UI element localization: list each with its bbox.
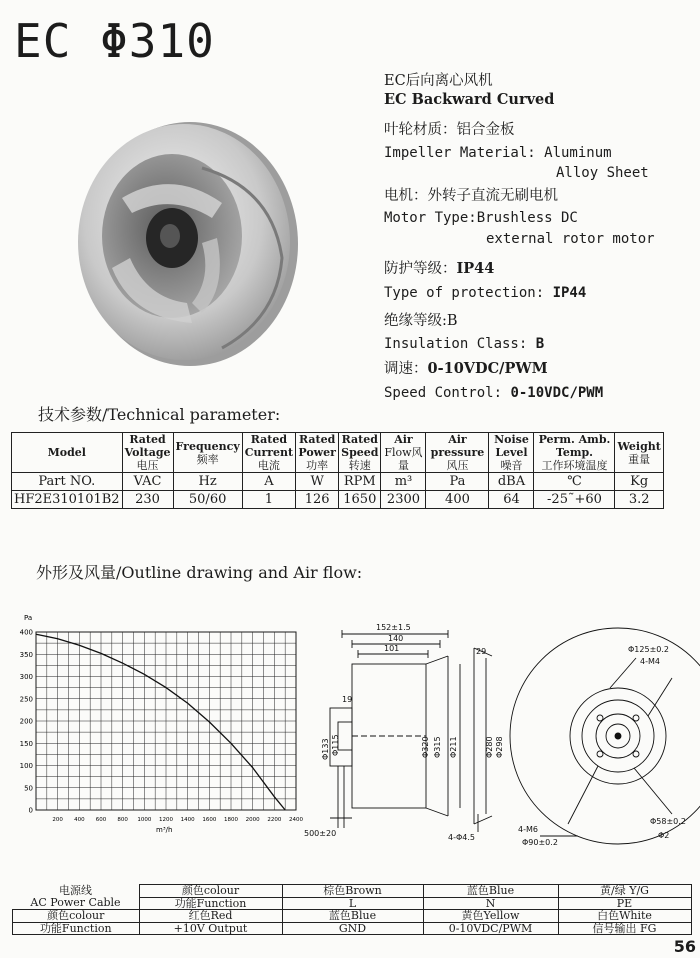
col-header-line: 电压	[136, 459, 159, 472]
unit-cell: Hz	[173, 473, 242, 491]
spec-speed-cn	[384, 362, 548, 377]
cable-cell: 信号输出 FG	[558, 922, 691, 935]
chart-y-tick: 350	[19, 650, 33, 659]
dim-140: 140	[388, 634, 404, 643]
chart-y-tick: 400	[19, 628, 33, 637]
col-header-line: 电流	[257, 459, 280, 472]
dim-4-m4: 4-M4	[640, 657, 660, 666]
spec-type-cn: EC后向离心风机	[384, 73, 493, 89]
chart-x-tick: 2000	[245, 817, 260, 823]
col-header	[339, 433, 381, 473]
col-header-line: 噪音	[500, 459, 523, 472]
page-title: EC Φ310	[14, 14, 215, 68]
spec-type-en: EC Backward Curved	[384, 91, 555, 108]
cable-cell: 黄/绿 Y/G	[558, 885, 691, 898]
spec-protection-en	[384, 286, 586, 300]
col-header-line: Air	[448, 433, 467, 446]
cable-cell: 黄色Yellow	[423, 910, 558, 923]
dim-29: 29	[476, 647, 487, 656]
col-header-line: Frequency	[175, 439, 240, 453]
col-header-line: Rated	[341, 433, 378, 446]
col-header-line: Rated	[129, 433, 166, 446]
col-header-line: Flow风	[384, 446, 423, 459]
unit-cell: ℃	[534, 473, 615, 491]
chart-x-tick: 1800	[224, 817, 238, 823]
unit-cell: dBA	[489, 473, 534, 491]
col-header	[242, 433, 295, 473]
col-header-line: 重量	[628, 452, 651, 466]
dim-19: 19	[342, 695, 353, 704]
chart-x-tick: 400	[74, 817, 85, 823]
cable-cell: 蓝色Blue	[282, 910, 423, 923]
cable-cell: +10V Output	[139, 922, 282, 935]
col-header-line: Rated	[298, 433, 336, 446]
col-header	[489, 433, 534, 473]
cable-cell: 红色Red	[139, 910, 282, 923]
unit-cell: RPM	[339, 473, 381, 491]
chart-x-tick: 1600	[202, 817, 217, 823]
spec-insulation-cn	[384, 314, 458, 329]
unit-cell: A	[242, 473, 295, 491]
unit-cell: VAC	[122, 473, 173, 491]
cable-cell: L	[282, 897, 423, 910]
col-header-line: 转速	[348, 459, 371, 472]
col-header	[122, 433, 173, 473]
chart-grid	[36, 632, 296, 810]
col-header-line: Power	[298, 446, 336, 459]
value-cell: 64	[489, 491, 534, 509]
chart-xlabel: m³/h	[156, 826, 173, 834]
cable-cell: 颜色colour	[139, 885, 282, 898]
col-header	[296, 433, 339, 473]
dim-holes-4-5: 4-Φ4.5	[448, 833, 475, 842]
dim-90: Φ90±0.2	[522, 838, 558, 847]
spec-insulation-en-value: B	[535, 336, 545, 352]
cable-cell: N	[423, 897, 558, 910]
spec-motor-en-cont: external rotor motor	[486, 231, 655, 247]
value-cell: 1	[242, 491, 295, 509]
dim-58: Φ58±0.2	[650, 817, 686, 826]
outline-drawing	[300, 618, 700, 850]
col-header	[534, 433, 615, 473]
unit-cell: Kg	[615, 473, 663, 491]
dim-211: Φ211	[449, 736, 458, 758]
spec-speed-en-label: Speed Control:	[384, 385, 511, 401]
chart-x-tick: 2200	[267, 817, 282, 823]
cable-cell: 功能Function	[139, 897, 282, 910]
spec-protection-en-label: Type of protection:	[384, 285, 553, 301]
cable-table	[12, 884, 692, 935]
col-header-line: 频率	[196, 452, 219, 466]
spec-motor-cn: 电机：外转子直流无刷电机	[384, 188, 558, 204]
cable-cell: 蓝色Blue	[423, 885, 558, 898]
col-header-line: 功率	[306, 459, 329, 472]
spec-insulation-en	[384, 337, 544, 351]
chart-x-tick: 1000	[137, 817, 152, 823]
col-header-line: Weight	[617, 439, 661, 453]
chart-y-tick: 50	[24, 784, 33, 793]
cable-cell: GND	[282, 922, 423, 935]
dim-101: 101	[384, 644, 400, 653]
chart-y-tick: 150	[19, 739, 33, 748]
model-header: Model	[12, 433, 123, 473]
tech-param-table	[11, 432, 664, 509]
col-header-line: 工作环境温度	[541, 459, 608, 472]
dim-315: Φ315	[433, 736, 442, 758]
value-cell: -25˜+60	[534, 491, 615, 509]
col-header-line: Voltage	[124, 446, 171, 459]
col-header-line: 风压	[446, 459, 469, 472]
page-number: 56	[673, 937, 696, 956]
chart-y-tick: 100	[19, 762, 33, 770]
value-cell: 400	[426, 491, 489, 509]
chart-y-tick: 0	[28, 806, 33, 815]
cable-label-cn: 电源线	[59, 884, 92, 898]
col-header	[173, 433, 242, 473]
part-number: HF2E310101B2	[12, 491, 123, 509]
spec-motor-en: Motor Type:Brushless DC	[384, 210, 578, 226]
dim-152: 152±1.5	[376, 623, 411, 632]
col-header-line: Noise	[494, 433, 529, 446]
chart-y-tick: 200	[19, 717, 33, 726]
spec-insulation-cn-label: 绝缘等级:	[384, 313, 447, 329]
cable-cell: PE	[558, 897, 691, 910]
col-header-line: Level	[495, 446, 528, 459]
value-cell: 1650	[339, 491, 381, 509]
value-cell: 3.2	[615, 491, 663, 509]
chart-x-tick: 1400	[180, 817, 195, 823]
col-header-line: pressure	[430, 446, 485, 459]
col-header-line: Current	[244, 446, 294, 459]
chart-series-line	[36, 634, 285, 810]
chart-ylabel: Pa	[24, 614, 33, 622]
spec-protection-cn	[384, 262, 494, 277]
chart-x-tick: 200	[52, 817, 63, 823]
spec-impeller-cn: 叶轮材质：铝合金板	[384, 122, 515, 138]
chart-y-tick: 250	[19, 695, 33, 704]
outline-heading: 外形及风量/Outline drawing and Air flow:	[36, 563, 363, 582]
col-header	[426, 433, 489, 473]
col-header-line: Rated	[250, 433, 288, 446]
spec-insulation-en-label: Insulation Class:	[384, 336, 536, 352]
value-cell: 230	[122, 491, 173, 509]
col-header-line: Perm. Amb.	[538, 433, 611, 446]
spec-speed-en	[384, 386, 603, 400]
dim-115: Φ115	[331, 734, 340, 756]
col-header-line: 量	[397, 459, 409, 472]
cable-label-cell	[13, 885, 140, 910]
dim-298: Φ298	[495, 736, 504, 758]
dim-320: Φ320	[421, 736, 430, 758]
spec-impeller-en: Impeller Material: Aluminum	[384, 145, 612, 161]
spec-protection-en-value: IP44	[552, 285, 587, 301]
dim-125: Φ125±0.2	[628, 645, 669, 654]
chart-x-tick: 600	[95, 817, 107, 823]
tech-param-heading: 技术参数/Technical parameter:	[38, 405, 281, 424]
col-header-line: Temp.	[555, 446, 594, 459]
dim-cable-length: 500±20	[304, 829, 337, 838]
fan-photo	[52, 108, 302, 370]
unit-cell: m³	[381, 473, 426, 491]
chart-x-tick: 2400	[289, 817, 303, 823]
spec-protection-cn-label: 防护等级：	[384, 261, 457, 277]
spec-speed-cn-label: 调速：	[384, 361, 428, 377]
spec-impeller-en-cont: Alloy Sheet	[556, 165, 649, 181]
dim-4-m6: 4-M6	[518, 825, 538, 834]
col-header	[615, 433, 663, 473]
cable-cell: 棕色Brown	[282, 885, 423, 898]
spec-insulation-cn-value: B	[446, 313, 458, 329]
col-header-line: Air	[394, 433, 413, 446]
chart-x-tick: 800	[117, 817, 128, 823]
dim-2: Φ2	[658, 831, 670, 840]
part-no-label: Part NO.	[12, 473, 123, 491]
chart-x-tick: 1200	[159, 817, 173, 823]
col-header	[381, 433, 426, 473]
cable-cell: 白色White	[558, 910, 691, 923]
spec-speed-en-value: 0-10VDC/PWM	[510, 385, 604, 401]
spec-speed-cn-value: 0-10VDC/PWM	[427, 360, 548, 377]
unit-cell: Pa	[426, 473, 489, 491]
airflow-chart	[6, 606, 306, 838]
col-header-line: Speed	[341, 446, 379, 459]
cable-cell: 0-10VDC/PWM	[423, 922, 558, 935]
unit-cell: W	[296, 473, 339, 491]
cable-cell: 颜色colour	[13, 910, 140, 923]
value-cell: 126	[296, 491, 339, 509]
value-cell: 50/60	[173, 491, 242, 509]
cable-label-en: AC Power Cable	[30, 895, 121, 909]
value-cell: 2300	[381, 491, 426, 509]
chart-y-tick: 300	[19, 673, 33, 681]
dim-133: Φ133	[321, 738, 330, 760]
cable-cell: 功能Function	[13, 922, 140, 935]
spec-protection-cn-value: IP44	[456, 260, 495, 277]
dim-280: Φ280	[485, 736, 494, 758]
